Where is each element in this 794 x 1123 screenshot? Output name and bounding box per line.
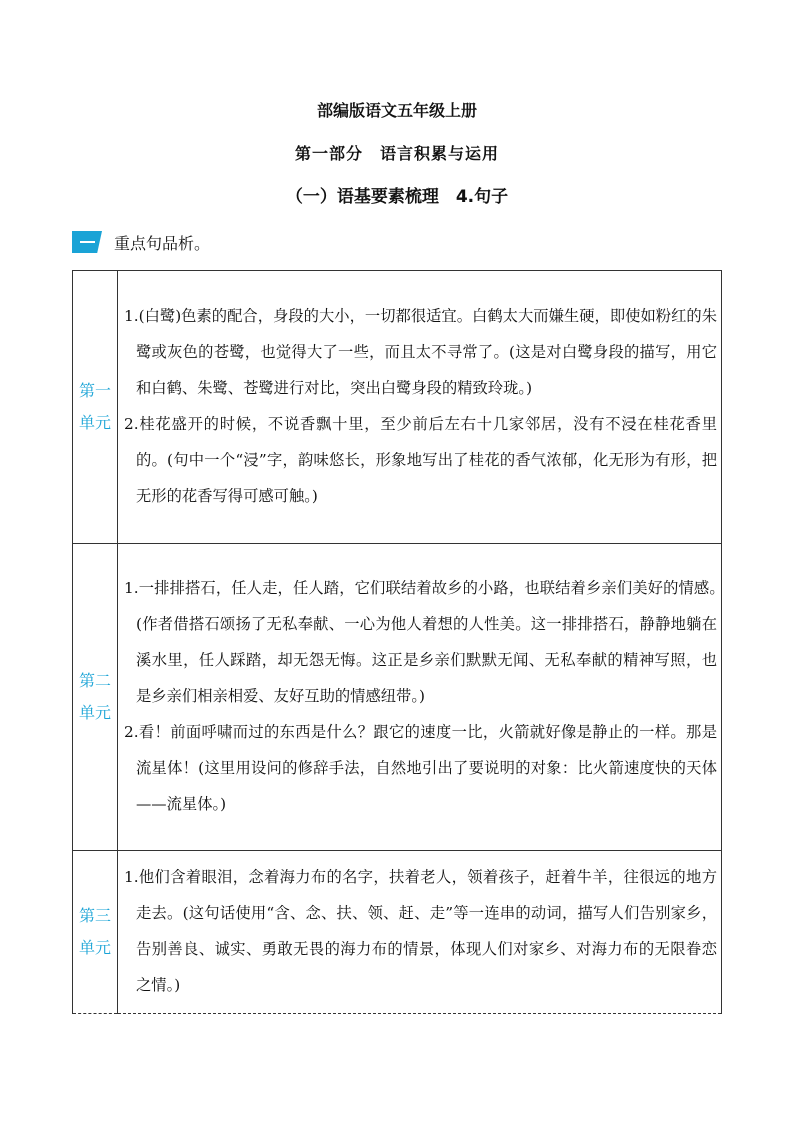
sentence-item: 2.看！前面呼啸而过的东西是什么？跟它的速度一比，火箭就好像是静止的一样。那是流星体！(这里用设问的修辞手法，自然地引出了要说明的对象：比火箭速度快的天体——流星体。)	[124, 723, 717, 813]
sentence-analysis-table	[72, 270, 748, 1014]
table-row	[73, 271, 722, 544]
sentence-item: 2.桂花盛开的时候，不说香飘十里，至少前后左右十几家邻居，没有不浸在桂花香里的。(句中一个“浸”字，韵味悠长，形象地写出了桂花的香气浓郁，化无形为有形，把无形的花香写得可感可触。)	[124, 415, 717, 505]
unit-label	[73, 851, 118, 1014]
table-row	[73, 851, 722, 1014]
part-title: 第一部分 语言积累与运用	[294, 144, 499, 163]
unit-label-line: 第三	[78, 906, 111, 925]
unit-label-line: 第二	[78, 671, 111, 690]
sentence-item: 1.一排排搭石，任人走，任人踏，它们联结着故乡的小路，也联结着乡亲们美好的情感。 (作者借搭石颂扬了无私奉献、一心为他人着想的人性美。这一排排搭石，静静地躺在溪水里，任人踩踏，却无怨无悔。这正是乡亲们默默无闻、无私奉献的精神写照，也是乡亲们相亲相爱、友好互助的情感纽带。)	[124, 579, 748, 705]
unit-label	[73, 271, 118, 544]
chapter-title: （一）语基要素梳理 4.句子	[285, 187, 509, 207]
unit-label-line: 单元	[78, 703, 111, 722]
section-heading	[72, 228, 210, 256]
unit-label	[73, 544, 118, 851]
section-number-one-icon	[72, 231, 102, 253]
unit-label-line: 单元	[78, 938, 111, 957]
sentence-item: 1.他们含着眼泪，念着海力布的名字，扶着老人，领着孩子，赶着牛羊，往很远的地方走去。(这句话使用“含、念、扶、领、赶、走”等一连串的动词，描写人们告别家乡，告别善良、诚实、勇敢无畏的海力布的情景，体现人们对家乡、对海力布的无限眷恋之情。)	[124, 868, 717, 994]
table-row	[73, 544, 722, 851]
unit-label-line: 第一	[78, 381, 111, 400]
unit-content	[118, 271, 722, 544]
unit-content	[118, 851, 722, 1014]
sentence-item: 1.(白鹭)色素的配合，身段的大小，一切都很适宜。白鹤太大而嫌生硬，即使如粉红的朱鹭或灰色的苍鹭，也觉得大了一些，而且太不寻常了。(这是对白鹭身段的描写，用它和白鹤、朱鹭、苍鹭进行对比，突出白鹭身段的精致玲珑。)	[124, 307, 717, 397]
unit-content	[118, 544, 748, 851]
book-title: 部编版语文五年级上册	[316, 101, 477, 120]
section-label: 重点句品析。	[114, 233, 211, 253]
unit-label-line: 单元	[78, 413, 111, 432]
